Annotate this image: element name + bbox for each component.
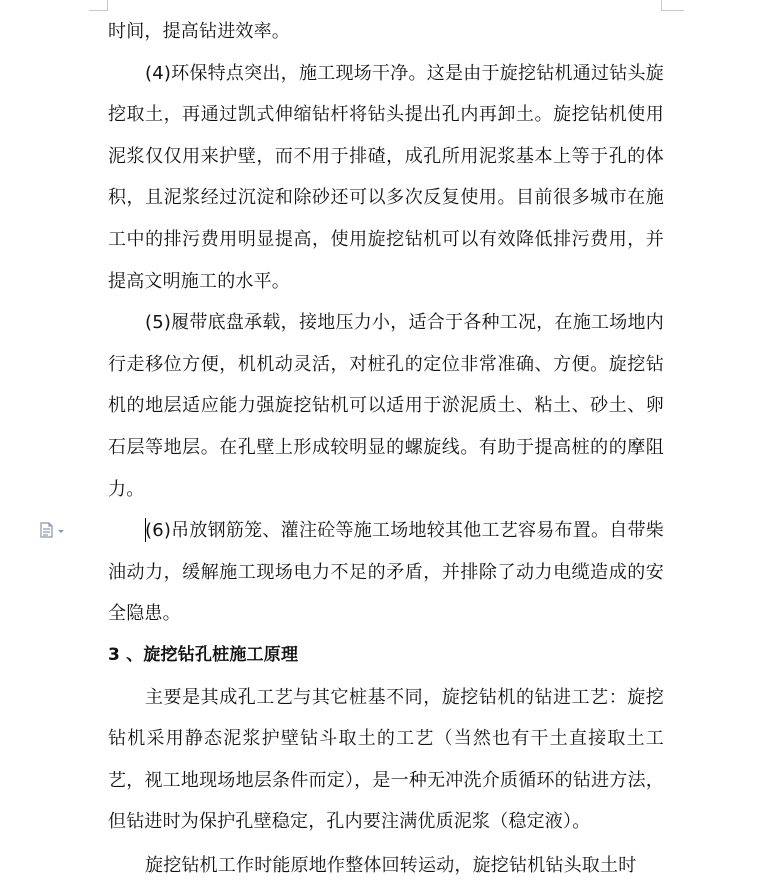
paragraph-cutoff[interactable]: 旋挖钻机工作时能原地作整体回转运动，旋挖钻机钻头取土时 bbox=[145, 854, 637, 876]
page-corner-mark-left bbox=[89, 0, 108, 11]
paragraph-options-icon[interactable] bbox=[40, 522, 68, 538]
paragraph-point-5[interactable]: (5)履带底盘承载，接地压力小，适合于各种工况，在施工场地内行走移位方便，机机动灵活，对桩孔的定位非常准确、方便。旋挖钻机的地层适应能力强旋挖钻机可以适用于淤泥质土、粘土、砂土、卵石层等地层。在孔壁上形成较明显的螺旋线。有助于提高桩的的摩阻力。 bbox=[108, 312, 664, 500]
paragraph-point-6[interactable]: (6)吊放钢筋笼、灌注砼等施工场地较其他工艺容易布置。自带柴油动力，缓解施工现场电力不足的矛盾，并排除了动力电缆造成的安全隐患。 bbox=[108, 520, 664, 625]
paragraph-1-tail[interactable]: 时间，提高钻进效率。 bbox=[108, 21, 290, 42]
section-heading-3[interactable]: 3 、旋挖钻孔桩施工原理 bbox=[108, 644, 299, 665]
paragraph-point-4[interactable]: (4)环保特点突出，施工现场干净。这是由于旋挖钻机通过钻头旋挖取土，再通过凯式伸缩钻杆将钻头提出孔内再卸土。旋挖钻机使用泥浆仅仅用来护壁，而不用于排碴，成孔所用泥浆基本上等于孔的体积，且泥浆经过沉淀和除砂还可以多次反复使用。目前很多城市在施工中的排污费用明显提高，使用旋挖钻机可以有效降低排污费用，并提高文明施工的水平。 bbox=[108, 62, 664, 292]
page-corner-mark-right bbox=[661, 0, 684, 11]
paragraph-options-icon-graphic bbox=[40, 522, 68, 538]
document-body[interactable] bbox=[108, 11, 664, 876]
paragraph-cutoff-wrapper bbox=[108, 845, 664, 876]
paragraph-principle[interactable]: 主要是其成孔工艺与其它桩基不同，旋挖钻机的钻进工艺：旋挖钻机采用静态泥浆护壁钻斗取土的工艺（当然也有干土直接取土工艺，视工地现场地层条件而定），是一种无冲洗介质循环的钻进方法，但钻进时为保护孔壁稳定，孔内要注满优质泥浆（稳定液）。 bbox=[108, 686, 664, 833]
